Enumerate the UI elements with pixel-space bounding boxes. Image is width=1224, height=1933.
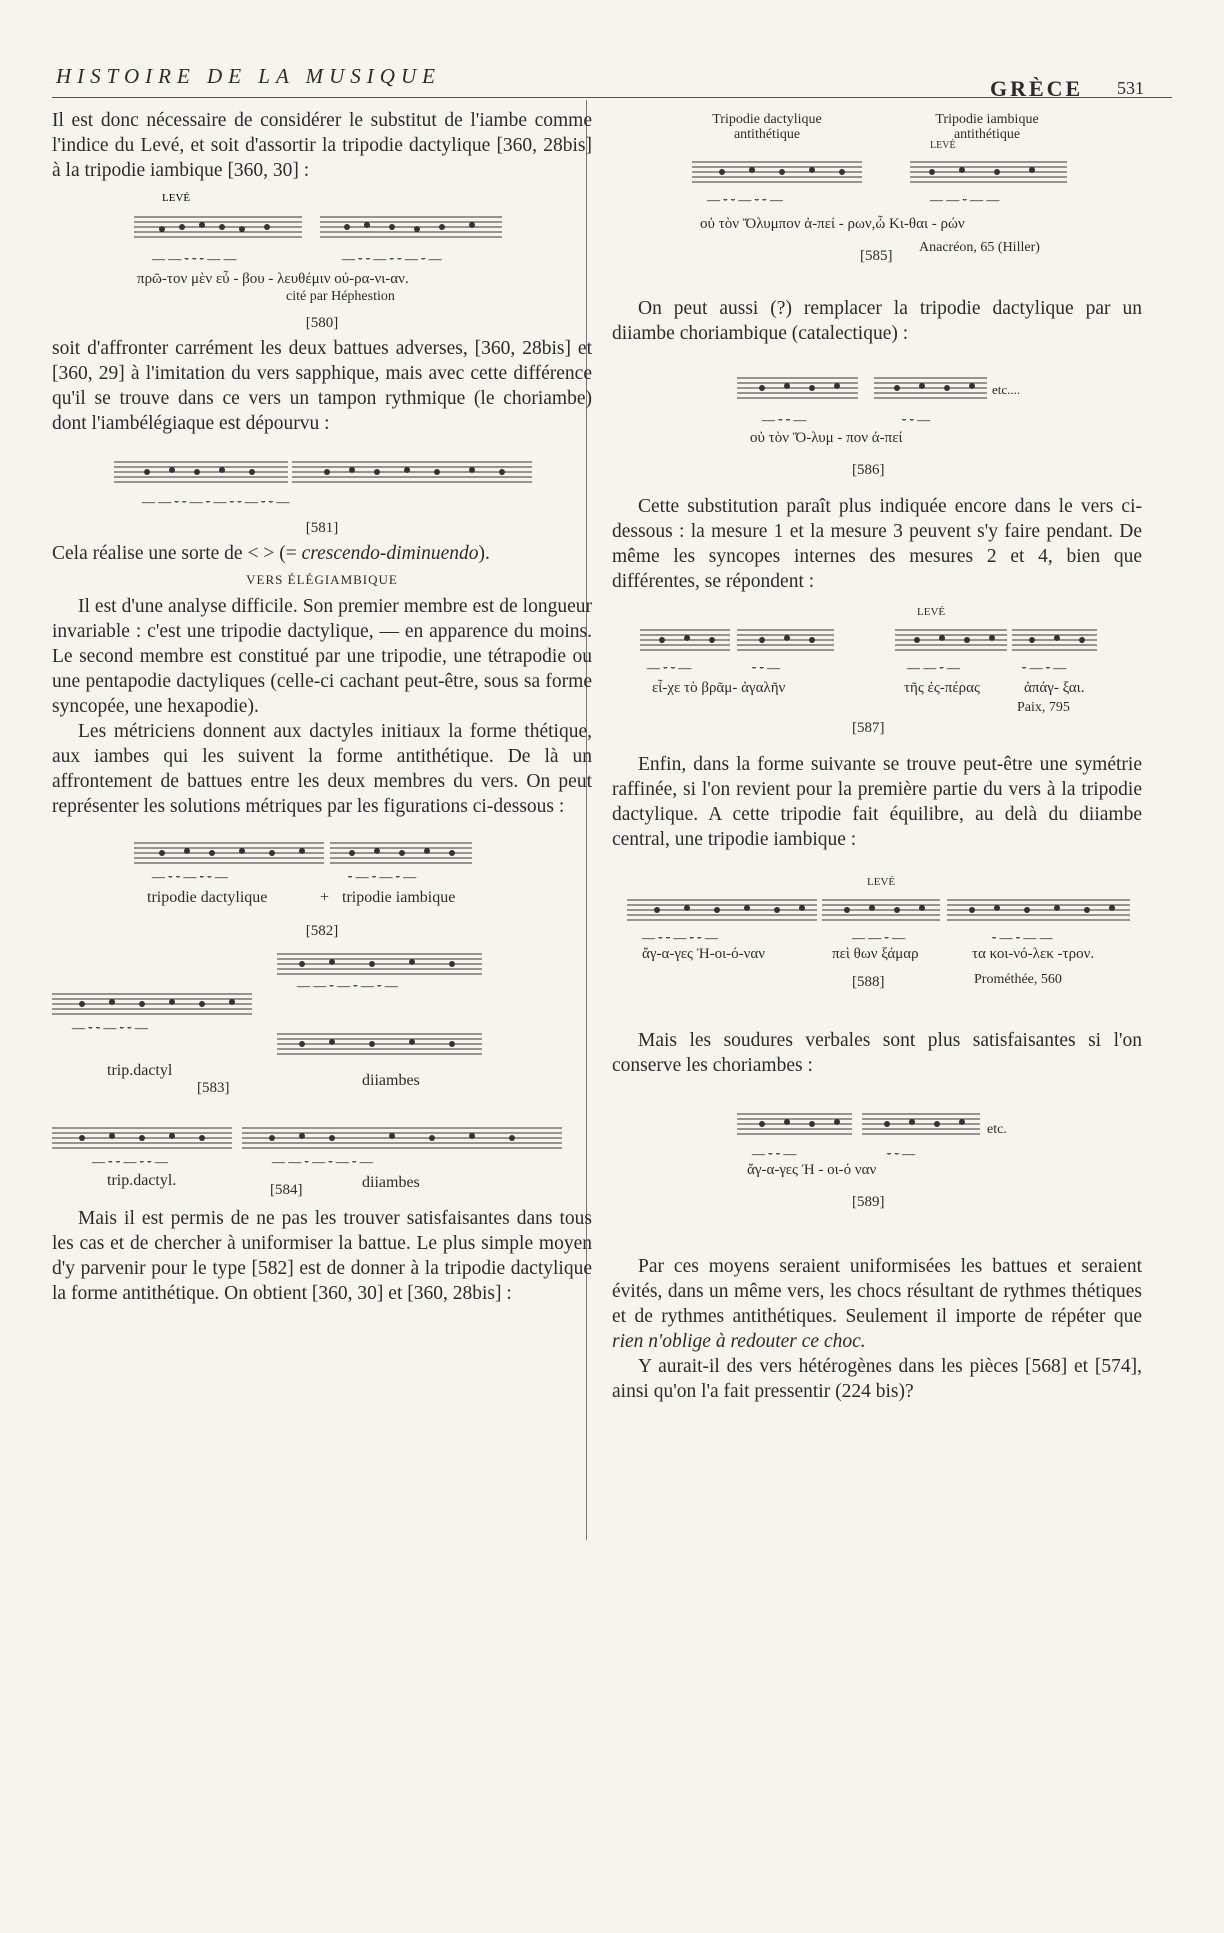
example-number: [589] [852, 1194, 885, 1210]
paragraph: Mais les soudures verbales sont plus satisfaisantes si l'on conserve les choriambes : [612, 1030, 1142, 1076]
music-staff [52, 944, 592, 1074]
section-subhead: VERS ÉLÉGIAMBIQUE [246, 572, 398, 587]
greek-text: ἄγ-α-γες Ἠ-οι-ό-ναν [642, 946, 766, 962]
music-staff [612, 358, 1142, 438]
svg-text:⏑ — ⏑ — ⏑ —: ⏑ — ⏑ — ⏑ — [348, 869, 417, 884]
greek-text: πρῶ-τον μὲν εὖ - βου - λευθέμιν ού-ρα-νι-αν. [137, 271, 409, 287]
music-example-581 [52, 440, 592, 537]
svg-text:— ⏑ ⏑ —: — ⏑ ⏑ — [647, 660, 692, 675]
svg-text:— — ⏑ —: — — ⏑ — [852, 930, 906, 945]
greek-text: πεὶ θων ξάμαρ [832, 946, 919, 962]
example-number: [583] [197, 1080, 230, 1096]
greek-text: τῆς ἐς-πέρας [904, 680, 980, 696]
citation: Anacréon, 65 (Hiller) [919, 240, 1040, 255]
svg-text:— — ⏑ — ⏑ — ⏑ —: — — ⏑ — ⏑ — ⏑ — [297, 978, 398, 993]
citation: cité par Héphestion [286, 289, 395, 304]
label: diiambes [362, 1174, 420, 1191]
music-example-589 [612, 1082, 1142, 1250]
paragraph: Cette substitution paraît plus indiquée encore dans le vers ci-dessous : la mesure 1 et la mesure 3 peuvent s'y faire pendant. De même les syncopes internes des mesures 2 et 4, bien que différentes, se répondent : [612, 496, 1142, 592]
leve-label: LEVÉ [917, 606, 946, 618]
music-staff [52, 823, 592, 923]
svg-text:⏑ — ⏑ —: ⏑ — ⏑ — [1022, 660, 1067, 675]
svg-text:— ⏑ ⏑ —: — ⏑ ⏑ — [752, 1146, 797, 1161]
svg-text:— — ⏑ —: — — ⏑ — [907, 660, 961, 675]
svg-text:— — ⏑ — ⏑ — ⏑ —: — — ⏑ — ⏑ — ⏑ — [272, 1154, 373, 1169]
leve-label: LEVÉ [867, 876, 896, 888]
greek-text: ἄγ-α-γες Ἠ - οι-ό ναν [747, 1162, 877, 1178]
greek-text: τα κοι-νό-λεκ -τρον. [972, 946, 1095, 962]
paragraph: Les métriciens donnent aux dactyles initiaux la forme thétique, aux iambes qui les suivent la forme antithétique. De là un affrontement de battues entre les deux membres du vers. On peut représenter les solutions métriques par les figurations ci-dessous : [52, 721, 592, 817]
paragraph: Par ces moyens seraient uniformisées les battues et seraient évités, dans un même vers, les chocs résultant de rythmes thétiques et de rythmes antithétiques. Seulement il importe de répéter que rien n'oblige à redouter ce choc. [612, 1256, 1142, 1352]
label: tripodie dactylique [147, 889, 268, 906]
example-title: Tripodie dactylique antithétique [712, 112, 822, 142]
citation: Paix, 795 [1017, 700, 1070, 715]
music-example-586 [612, 350, 1142, 490]
etc-label: etc. [987, 1122, 1007, 1137]
svg-text:— ⏑ ⏑ — ⏑ ⏑ —: — ⏑ ⏑ — ⏑ ⏑ — [642, 930, 718, 945]
music-example-583 [52, 944, 592, 1114]
svg-text:⏑ ⏑ —: ⏑ ⏑ — [752, 660, 781, 675]
example-number: [588] [852, 974, 885, 990]
example-title: Tripodie iambique antithétique [935, 112, 1039, 142]
leve-label: LEVÉ [930, 140, 956, 151]
greek-text: οὐ τὸν Ὄ-λυμ - πον ἀ-πεί [750, 430, 903, 446]
paragraph: On peut aussi (?) remplacer la tripodie dactylique par un diiambe choriambique (catalectique) : [612, 298, 1142, 344]
paragraph: Enfin, dans la forme suivante se trouve peut-être une symétrie raffinée, si l'on revient pour la première partie du vers à la tripodie dactylique. A cette tripodie fait équilibre, au delà du diiambe central, une tripodie iambique : [612, 754, 1142, 850]
music-staff [612, 1102, 1142, 1172]
paragraph: Y aurait-il des vers hétérogènes dans les pièces [568] et [574], ainsi qu'on l'a fait pressentir (224 bis)? [612, 1356, 1142, 1402]
svg-text:— ⏑ ⏑ — ⏑ ⏑ — ⏑ —: — ⏑ ⏑ — ⏑ ⏑ — ⏑ — [342, 251, 442, 266]
paragraph: Cela réalise une sorte de < > (= crescendo-diminuendo). [52, 543, 490, 564]
svg-text:— ⏑ ⏑ — ⏑ ⏑ —: — ⏑ ⏑ — ⏑ ⏑ — [72, 1020, 148, 1035]
paragraph: Mais il est permis de ne pas les trouver satisfaisantes dans tous les cas et de chercher à uniformiser la battue. Le plus simple moyen d'y parvenir pour le type [582] est de donner à la tripodie dactylique la forme antithétique. On obtient [360, 30] et [360, 28bis] : [52, 1208, 592, 1304]
etc-label: etc.... [992, 382, 1021, 397]
svg-text:⏑ ⏑ —: ⏑ ⏑ — [902, 412, 931, 427]
svg-text:LEVÉ: LEVÉ [162, 192, 191, 204]
paragraph: Il est donc nécessaire de considérer le substitut de l'iambe comme l'indice du Levé, et soit d'assortir la tripodie dactylique [360, 28bis] à la tripodie iambique [360, 30] : [52, 110, 592, 181]
svg-text:— ⏑ ⏑ — ⏑ ⏑ —: — ⏑ ⏑ — ⏑ ⏑ — [707, 192, 783, 207]
svg-text:— — ⏑ ⏑ ⏑ — —: — — ⏑ ⏑ ⏑ — — [152, 251, 237, 266]
example-number: [584] [270, 1182, 303, 1198]
music-example-582 [52, 823, 592, 940]
label: diiambes [362, 1072, 420, 1089]
running-head-right: GRÈCE [990, 76, 1084, 101]
running-head-left: HISTOIRE DE LA MUSIQUE [56, 64, 441, 88]
example-number: [582] [305, 923, 339, 939]
example-number: [580] [305, 315, 339, 331]
svg-text:⏑ — ⏑ — —: ⏑ — ⏑ — — [992, 930, 1053, 945]
svg-text:— ⏑ ⏑ — ⏑ ⏑ —: — ⏑ ⏑ — ⏑ ⏑ — [92, 1154, 168, 1169]
header-rule [52, 97, 1172, 98]
citation: Prométhée, 560 [974, 972, 1062, 987]
music-example-580 [52, 187, 592, 332]
greek-text: οὐ τὸν Ὄλυμπον ἀ-πεί - ρων,ὦ Κι-θαι - ρών [700, 216, 965, 232]
svg-text:— — ⏑ — —: — — ⏑ — — [930, 192, 1000, 207]
music-example-585 [612, 112, 1142, 304]
label: + [320, 889, 330, 906]
page-number: 531 [1117, 78, 1144, 98]
svg-text:— ⏑ ⏑ — ⏑ ⏑ —: — ⏑ ⏑ — ⏑ ⏑ — [152, 869, 228, 884]
example-number: [586] [852, 462, 885, 478]
music-staff [52, 440, 592, 520]
greek-text: εἶ-χε τὸ βρᾶμ- ἀγαλῆν [652, 680, 786, 696]
left-column [52, 108, 592, 1306]
music-example-587 [612, 598, 1142, 748]
label: trip.dactyl [107, 1062, 173, 1079]
example-number: [587] [852, 720, 885, 736]
svg-text:— ⏑ ⏑ —: — ⏑ ⏑ — [762, 412, 807, 427]
svg-text:⏑ ⏑ —: ⏑ ⏑ — [887, 1146, 916, 1161]
meter-line: — — ⏑ ⏑ — ⏑ — ⏑ ⏑ — ⏑ ⏑ — [142, 494, 290, 509]
paragraph: soit d'affronter carrément les deux battues adverses, [360, 28bis] et [360, 29] à l'imitation du vers sapphique, mais avec cette différence qu'il se trouve dans ce vers un tampon rythmique (le choriambe) dont l'iambélégiaque est dépourvu : [52, 338, 592, 434]
example-number: [585] [860, 248, 893, 264]
music-example-588 [612, 856, 1142, 1024]
example-number: [581] [305, 520, 339, 536]
paragraph: Il est d'une analyse difficile. Son premier membre est de longueur invariable : c'est une tripodie dactylique, — en apparence du moins. Le second membre est constitué par une tripodie, une tétrapodie ou une pentapodie dactyliques (celle-ci cachant peut-être, sous sa forme syncopée, une hexapodie). [52, 596, 592, 717]
label: trip.dactyl. [107, 1172, 177, 1189]
greek-text: ἀπάγ- ξαι. [1024, 680, 1085, 696]
label: tripodie iambique [342, 889, 456, 906]
right-column [612, 108, 1142, 1404]
music-example-584 [52, 1118, 592, 1202]
